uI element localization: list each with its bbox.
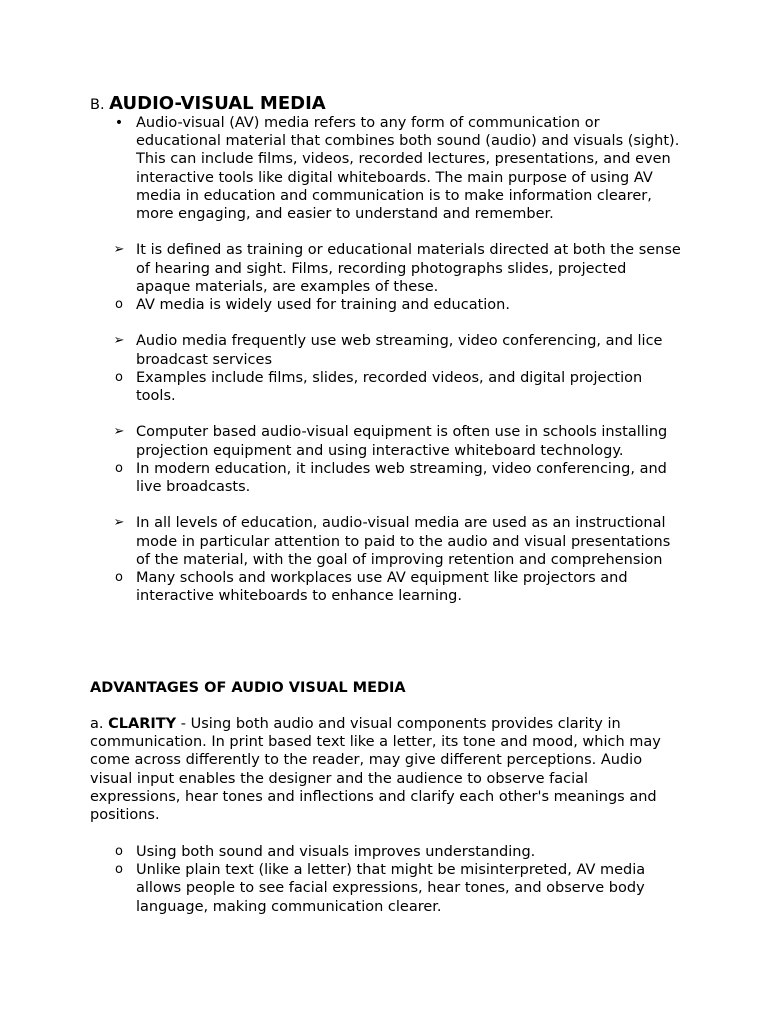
list-item-text: In modern education, it includes web streaming, video conferencing, and live broadcasts. xyxy=(136,460,667,496)
list-item-text: Computer based audio-visual equipment is often use in schools installing projection equipment and using interactive whiteboard technology. xyxy=(136,424,668,459)
circle-bullet-icon: o xyxy=(115,297,123,313)
arrow-bullet-icon: ➢ xyxy=(113,515,125,531)
circle-bullet-icon: o xyxy=(115,460,123,476)
clarity-text: - Using both audio and visual components provides clarity in communication. In print based text like a letter, its tone and mood, which may come across differently to the reader, may give different perceptions. Audio visual input enables the designer and the audience to observe facial expressions, hear tones and inflections and clarify each other's meanings and positions. xyxy=(90,716,661,824)
circle-bullet-icon: o xyxy=(115,862,123,878)
list-item-text: In all levels of education, audio-visual media are used as an instructional mode in particular attention to paid to the audio and visual presentations of the material, with the goal of improving retention and comprehension xyxy=(136,515,671,568)
section-heading xyxy=(90,93,326,116)
list-item xyxy=(0,861,681,916)
circle-bullet-icon: o xyxy=(115,570,123,586)
list-item-text: It is defined as training or educational materials directed at both the sense of hearing and sight. Films, recording photographs slides, projected apaque materials, are examples of these. xyxy=(136,242,681,295)
list-item xyxy=(0,241,681,296)
arrow-bullet-icon: ➢ xyxy=(113,333,125,349)
list-item xyxy=(0,460,681,496)
list-item-text: AV media is widely used for training and education. xyxy=(136,297,510,314)
arrow-bullet-icon: ➢ xyxy=(113,424,125,440)
clarity-list xyxy=(0,843,768,916)
list-item xyxy=(0,514,681,569)
list-item-text: Using both sound and visuals improves understanding. xyxy=(136,844,536,860)
list-item-text: Unlike plain text (like a letter) that might be misinterpreted, AV media allows people to see facial expressions, hear tones, and observe body language, making communication clearer. xyxy=(136,862,646,915)
clarity-prefix: a. xyxy=(90,716,104,732)
circle-bullet-icon: o xyxy=(115,844,123,859)
list-item-text: Examples include films, slides, recorded videos, and digital projection tools. xyxy=(136,369,643,405)
bullet-icon: • xyxy=(114,115,124,131)
circle-bullet-icon: o xyxy=(115,369,123,385)
list-item-text: Audio-visual (AV) media refers to any form of communication or educational material that combines both sound (audio) and visuals (sight). This can include films, videos, recorded lectures, presentations, and even interactive tools like digital whiteboards. The main purpose of using AV media in education and communication is to make information clearer, more engaging, and easier to understand and remember. xyxy=(136,115,680,223)
section-letter: B. xyxy=(90,97,105,113)
list-item-text: Many schools and workplaces use AV equipment like projectors and interactive whiteboards to enhance learning. xyxy=(136,570,628,605)
list-item xyxy=(0,332,681,368)
intro-list xyxy=(0,114,768,605)
advantages-heading: ADVANTAGES OF AUDIO VISUAL MEDIA xyxy=(90,680,406,696)
list-item xyxy=(0,369,681,405)
list-item xyxy=(0,114,681,223)
list-item xyxy=(0,569,681,605)
arrow-bullet-icon: ➢ xyxy=(113,242,125,258)
list-item-text: Audio media frequently use web streaming, video conferencing, and lice broadcast services xyxy=(136,333,663,368)
list-item xyxy=(0,423,681,459)
section-title: AUDIO-VISUAL MEDIA xyxy=(109,93,326,114)
clarity-term: CLARITY xyxy=(108,716,177,732)
list-item xyxy=(0,296,681,314)
list-item xyxy=(0,843,681,861)
clarity-paragraph xyxy=(90,715,662,824)
